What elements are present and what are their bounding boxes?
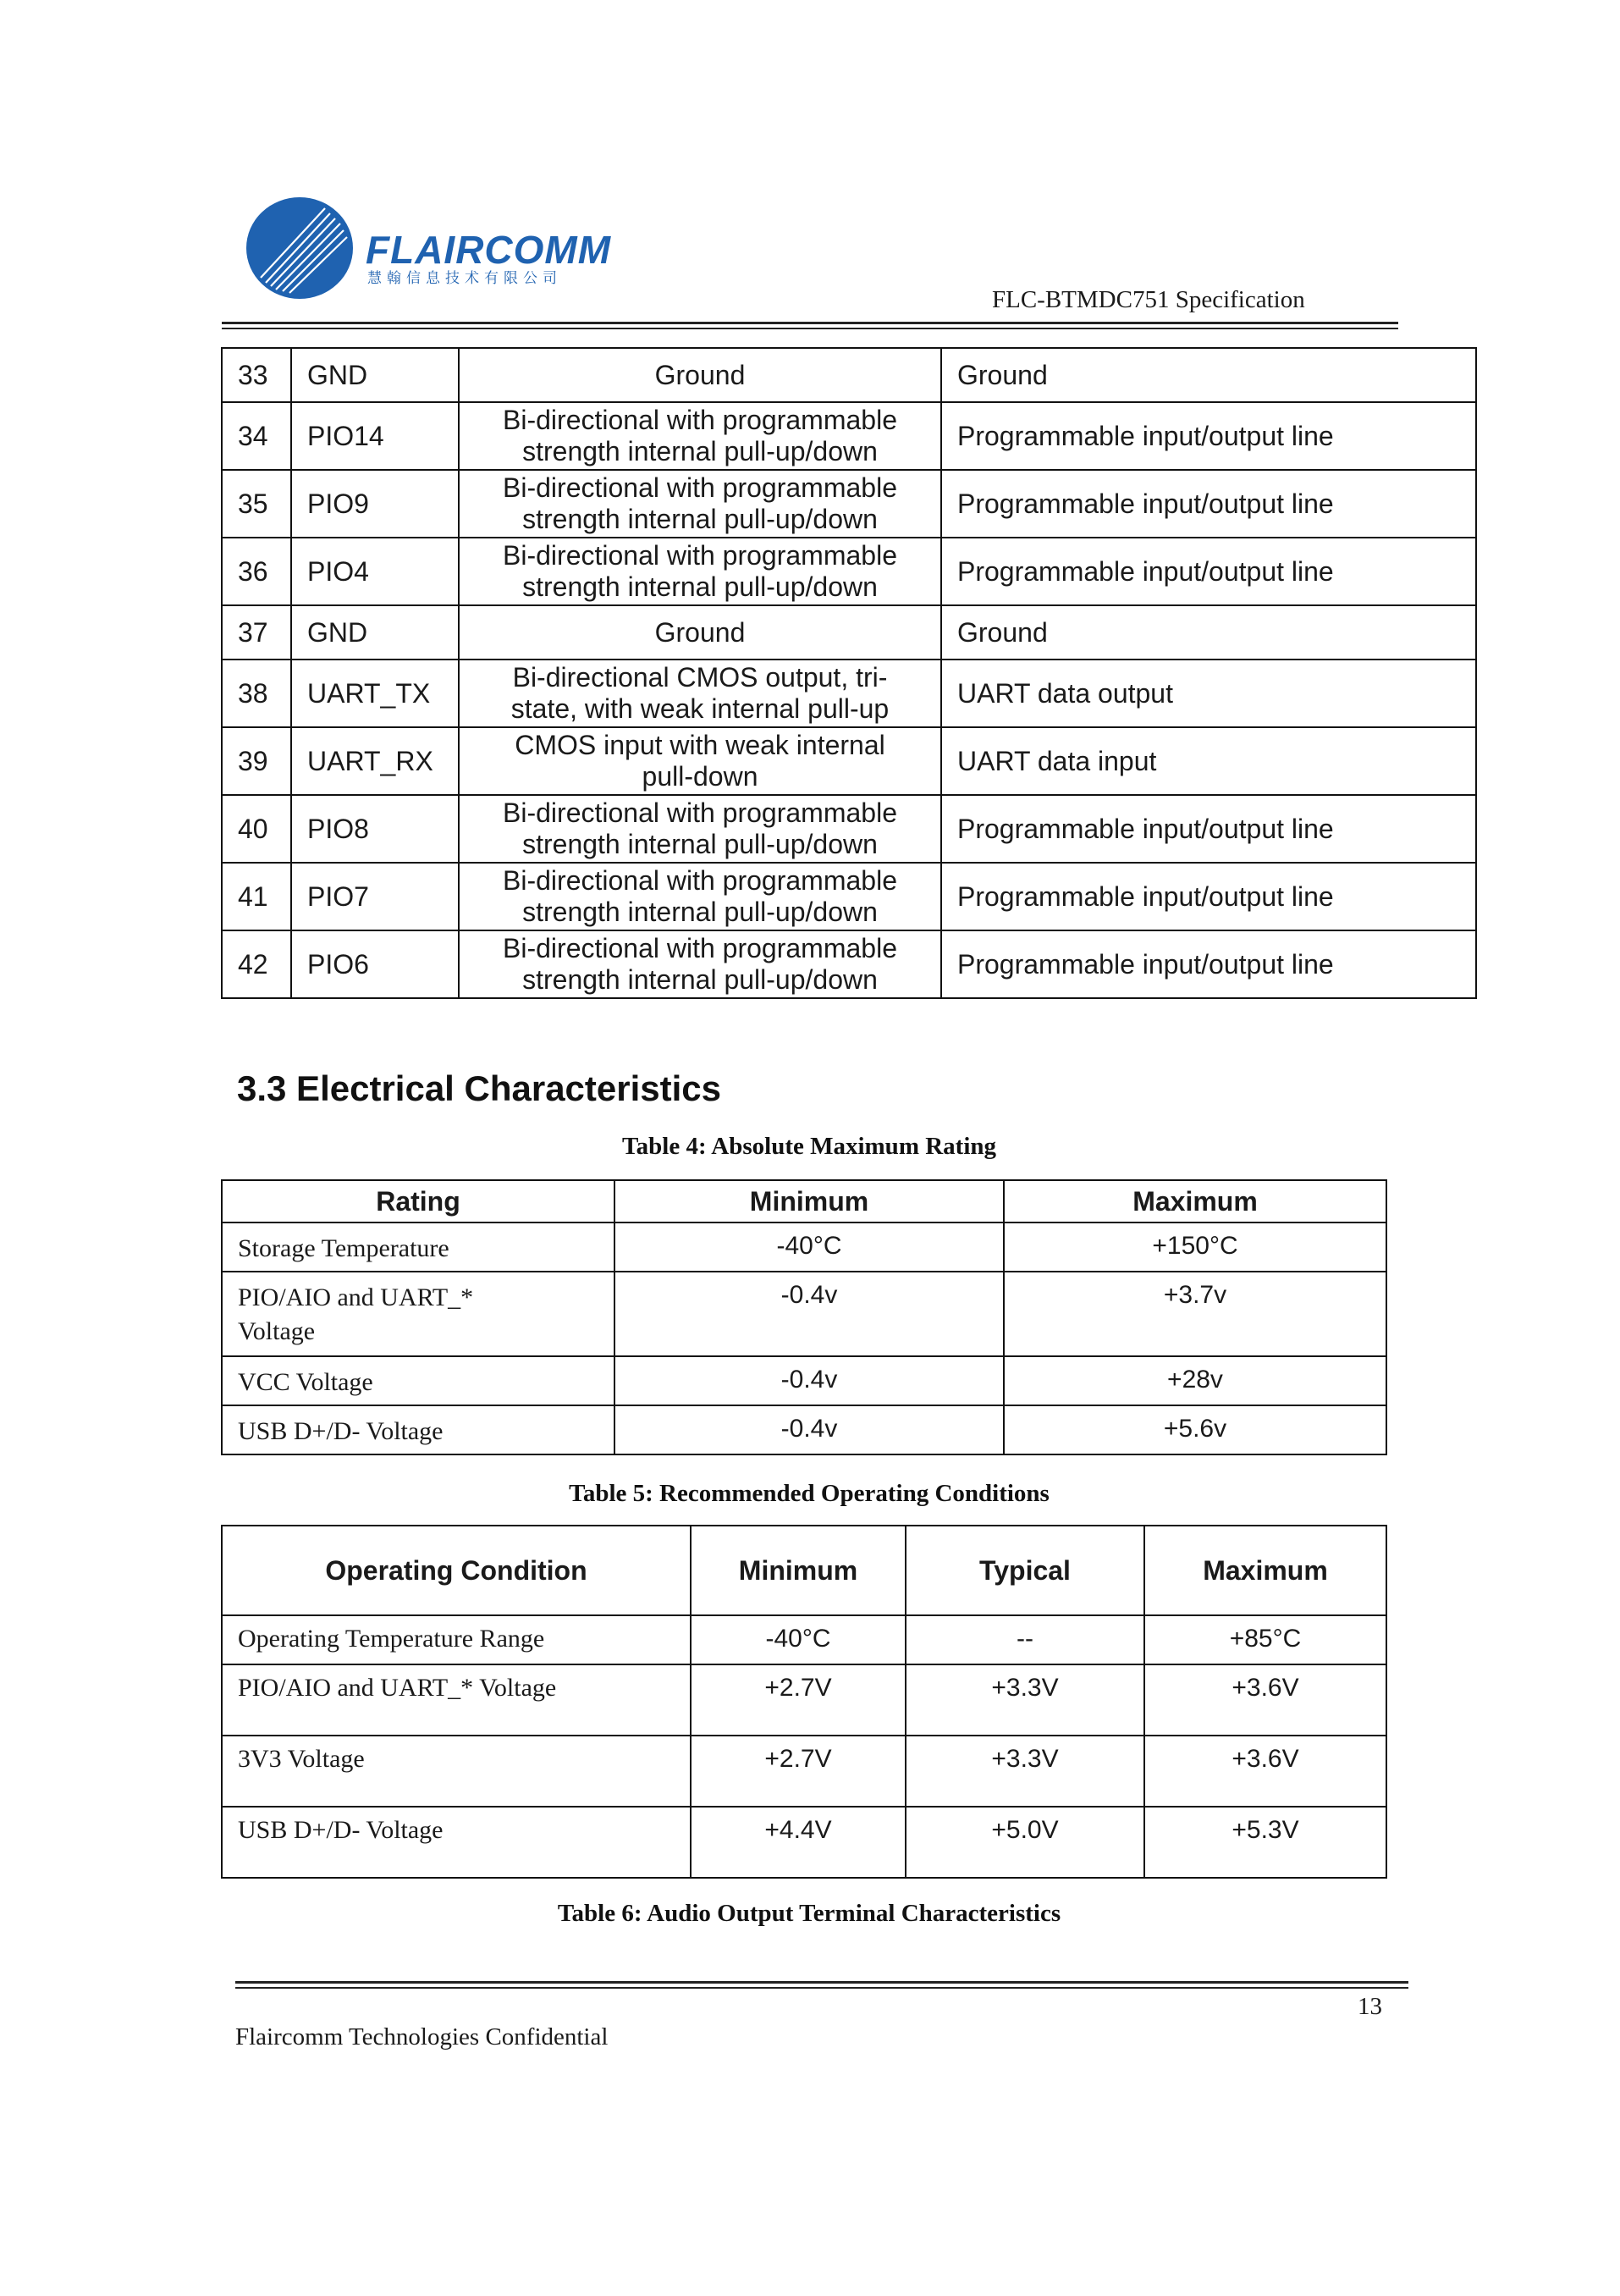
pin-number: 42	[222, 930, 291, 998]
logo-wordmark: FLAIRCOMM	[366, 228, 612, 272]
pin-name: PIO14	[291, 402, 459, 470]
pin-type: Ground	[459, 348, 941, 402]
pin-name: GND	[291, 348, 459, 402]
rating-label: VCC Voltage	[222, 1356, 614, 1405]
table-row	[222, 863, 1476, 930]
pin-description: Programmable input/output line	[941, 795, 1476, 863]
pin-description: Programmable input/output line	[941, 538, 1476, 605]
header-rule	[222, 328, 1398, 329]
footer-confidential: Flaircomm Technologies Confidential	[235, 2023, 609, 2050]
pin-number: 39	[222, 727, 291, 795]
footer-rule	[235, 1981, 1408, 1984]
spec-title: FLC-BTMDC751 Specification	[992, 286, 1305, 313]
rating-maximum: +28v	[1004, 1356, 1386, 1405]
footer-rule	[235, 1987, 1408, 1989]
table-row	[222, 538, 1476, 605]
table-row	[222, 795, 1476, 863]
table5-header: Minimum	[691, 1526, 906, 1615]
condition-maximum: +85°C	[1144, 1615, 1386, 1664]
condition-label: 3V3 Voltage	[222, 1736, 691, 1807]
absolute-maximum-rating-table	[221, 1179, 1387, 1455]
table-row	[222, 1356, 1386, 1405]
pin-description: UART data output	[941, 660, 1476, 727]
condition-minimum: +2.7V	[691, 1664, 906, 1736]
table5-header: Operating Condition	[222, 1526, 691, 1615]
condition-maximum: +5.3V	[1144, 1807, 1386, 1878]
table-row	[222, 1223, 1386, 1272]
table-row	[222, 470, 1476, 538]
rating-minimum: -0.4v	[614, 1405, 1004, 1454]
table-row	[222, 1664, 1386, 1736]
pin-description: UART data input	[941, 727, 1476, 795]
pin-description: Programmable input/output line	[941, 402, 1476, 470]
pin-type: Bi-directional CMOS output, tri- state, with weak internal pull-up	[459, 660, 941, 727]
rating-maximum: +5.6v	[1004, 1405, 1386, 1454]
table5-header: Maximum	[1144, 1526, 1386, 1615]
header-rule	[222, 322, 1398, 324]
table-row	[222, 930, 1476, 998]
condition-typical: +5.0V	[906, 1807, 1144, 1878]
rating-label: Storage Temperature	[222, 1223, 614, 1272]
table-row	[222, 727, 1476, 795]
condition-typical: +3.3V	[906, 1736, 1144, 1807]
pin-description: Ground	[941, 348, 1476, 402]
table-row	[222, 660, 1476, 727]
table4-caption: Table 4: Absolute Maximum Rating	[621, 1133, 997, 1160]
condition-typical: +3.3V	[906, 1664, 1144, 1736]
pin-number: 33	[222, 348, 291, 402]
pin-type: Bi-directional with programmable strength internal pull-up/down	[459, 795, 941, 863]
condition-label: USB D+/D- Voltage	[222, 1807, 691, 1878]
table4-header: Minimum	[614, 1180, 1004, 1223]
pin-type: Bi-directional with programmable strength internal pull-up/down	[459, 470, 941, 538]
pin-type: Bi-directional with programmable strength internal pull-up/down	[459, 538, 941, 605]
table-row	[222, 348, 1476, 402]
pin-description: Programmable input/output line	[941, 863, 1476, 930]
condition-minimum: -40°C	[691, 1615, 906, 1664]
pin-name: PIO9	[291, 470, 459, 538]
pin-description: Programmable input/output line	[941, 930, 1476, 998]
pin-number: 34	[222, 402, 291, 470]
table-row	[222, 605, 1476, 660]
pin-type: Bi-directional with programmable strength internal pull-up/down	[459, 930, 941, 998]
table5-caption: Table 5: Recommended Operating Conditions	[569, 1480, 1050, 1507]
pin-number: 36	[222, 538, 291, 605]
rating-minimum: -0.4v	[614, 1356, 1004, 1405]
pin-number: 35	[222, 470, 291, 538]
pin-name: PIO4	[291, 538, 459, 605]
table-row	[222, 1405, 1386, 1454]
page-number: 13	[1358, 1993, 1382, 2020]
pin-name: PIO7	[291, 863, 459, 930]
pin-description: Ground	[941, 605, 1476, 660]
pin-number: 37	[222, 605, 291, 660]
table-row	[222, 1807, 1386, 1878]
pin-description: Programmable input/output line	[941, 470, 1476, 538]
rating-minimum: -0.4v	[614, 1272, 1004, 1356]
pin-table	[221, 347, 1477, 999]
pin-number: 40	[222, 795, 291, 863]
pin-name: UART_RX	[291, 727, 459, 795]
condition-typical: --	[906, 1615, 1144, 1664]
pin-name: PIO8	[291, 795, 459, 863]
condition-maximum: +3.6V	[1144, 1664, 1386, 1736]
condition-maximum: +3.6V	[1144, 1736, 1386, 1807]
pin-name: GND	[291, 605, 459, 660]
pin-name: PIO6	[291, 930, 459, 998]
table5-header: Typical	[906, 1526, 1144, 1615]
section-heading: 3.3 Electrical Characteristics	[237, 1068, 722, 1108]
rating-minimum: -40°C	[614, 1223, 1004, 1272]
condition-minimum: +4.4V	[691, 1807, 906, 1878]
table-row	[222, 1615, 1386, 1664]
pin-number: 38	[222, 660, 291, 727]
rating-label: USB D+/D- Voltage	[222, 1405, 614, 1454]
table6-caption: Table 6: Audio Output Terminal Characteristics	[557, 1900, 1061, 1927]
pin-type: Bi-directional with programmable strength internal pull-up/down	[459, 863, 941, 930]
condition-label: Operating Temperature Range	[222, 1615, 691, 1664]
pin-name: UART_TX	[291, 660, 459, 727]
table-row	[222, 1272, 1386, 1356]
pin-type: Bi-directional with programmable strength internal pull-up/down	[459, 402, 941, 470]
table4-header: Rating	[222, 1180, 614, 1223]
pin-type: Ground	[459, 605, 941, 660]
pin-number: 41	[222, 863, 291, 930]
table4-header: Maximum	[1004, 1180, 1386, 1223]
table-row	[222, 402, 1476, 470]
condition-minimum: +2.7V	[691, 1736, 906, 1807]
rating-maximum: +3.7v	[1004, 1272, 1386, 1356]
table-row	[222, 1736, 1386, 1807]
rating-maximum: +150°C	[1004, 1223, 1386, 1272]
logo-subtitle: 慧翰信息技术有限公司	[367, 270, 562, 287]
condition-label: PIO/AIO and UART_* Voltage	[222, 1664, 691, 1736]
flaircomm-logo-icon	[245, 196, 354, 300]
rating-label: PIO/AIO and UART_* Voltage	[222, 1272, 614, 1356]
recommended-operating-conditions-table	[221, 1525, 1387, 1879]
pin-type: CMOS input with weak internal pull-down	[459, 727, 941, 795]
